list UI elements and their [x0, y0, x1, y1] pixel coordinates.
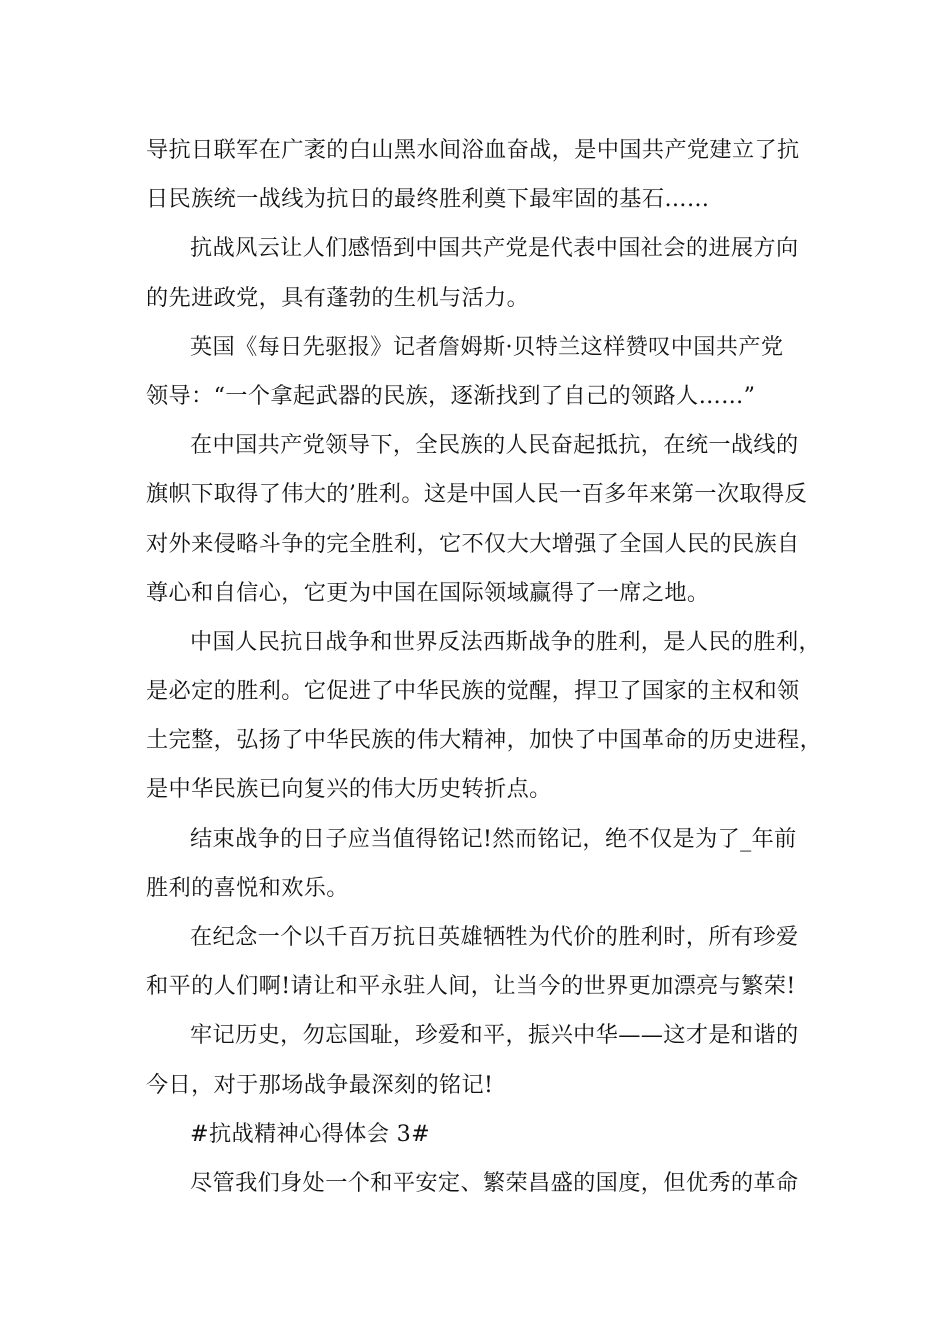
text-line: 是必定的胜利。它促进了中华民族的觉醒，捍卫了国家的主权和领 — [146, 678, 800, 705]
paragraph-start-line: 抗战风云让人们感悟到中国共产党是代表中国社会的进展方向 — [190, 235, 799, 262]
paragraph-start-line: 在纪念一个以千百万抗日英雄牺牲为代价的胜利时，所有珍爱 — [190, 924, 799, 950]
text-line: 尊心和自信心，它更为中国在国际领域赢得了一席之地。 — [146, 579, 710, 606]
text-line: 今日，对于那场战争最深刻的铭记! — [146, 1071, 494, 1098]
paragraph-start-line: 尽管我们身处一个和平安定、繁荣昌盛的国度，但优秀的革命 — [190, 1169, 799, 1196]
text-line: 领导：“一个拿起武器的民族，逐渐找到了自己的领路人……” — [146, 382, 756, 409]
text-line: 日民族统一战线为抗日的最终胜利奠下最牢固的基石…… — [146, 186, 710, 213]
text-line: 旗帜下取得了伟大的’胜利。这是中国人民一百多年来第一次取得反 — [146, 481, 807, 508]
section-heading: #抗战精神心得体会 3# — [190, 1120, 431, 1147]
text-line: 对外来侵略斗争的完全胜利，它不仅大大增强了全国人民的民族自 — [146, 530, 800, 557]
text-line: 胜利的喜悦和欢乐。 — [146, 874, 349, 901]
text-line: 是中华民族已向复兴的伟大历史转折点。 — [146, 776, 552, 803]
paragraph-start-line: 结束战争的日子应当值得铭记!然而铭记，绝不仅是为了_年前 — [190, 825, 797, 852]
text-line: 土完整，弘扬了中华民族的伟大精神，加快了中国革命的历史进程， — [146, 727, 823, 754]
paragraph-start-line: 中国人民抗日战争和世界反法西斯战争的胜利，是人民的胜利， — [190, 628, 822, 655]
text-line: 的先进政党，具有蓬勃的生机与活力。 — [146, 284, 530, 311]
paragraph-start-line: 牢记历史，勿忘国耻，珍爱和平，振兴中华——这才是和谐的 — [190, 1022, 799, 1049]
document-body — [146, 126, 823, 1208]
paragraph-start-line: 在中国共产党领导下，全民族的人民奋起抵抗，在统一战线的 — [190, 432, 799, 459]
paragraph-start-line: 英国《每日先驱报》记者詹姆斯·贝特兰这样赞叹中国共产党 — [190, 333, 784, 360]
text-line: 导抗日联军在广袤的白山黑水间浴血奋战，是中国共产党建立了抗 — [146, 137, 800, 163]
text-line: 和平的人们啊!请让和平永驻人间，让当今的世界更加漂亮与繁荣! — [146, 973, 796, 1000]
